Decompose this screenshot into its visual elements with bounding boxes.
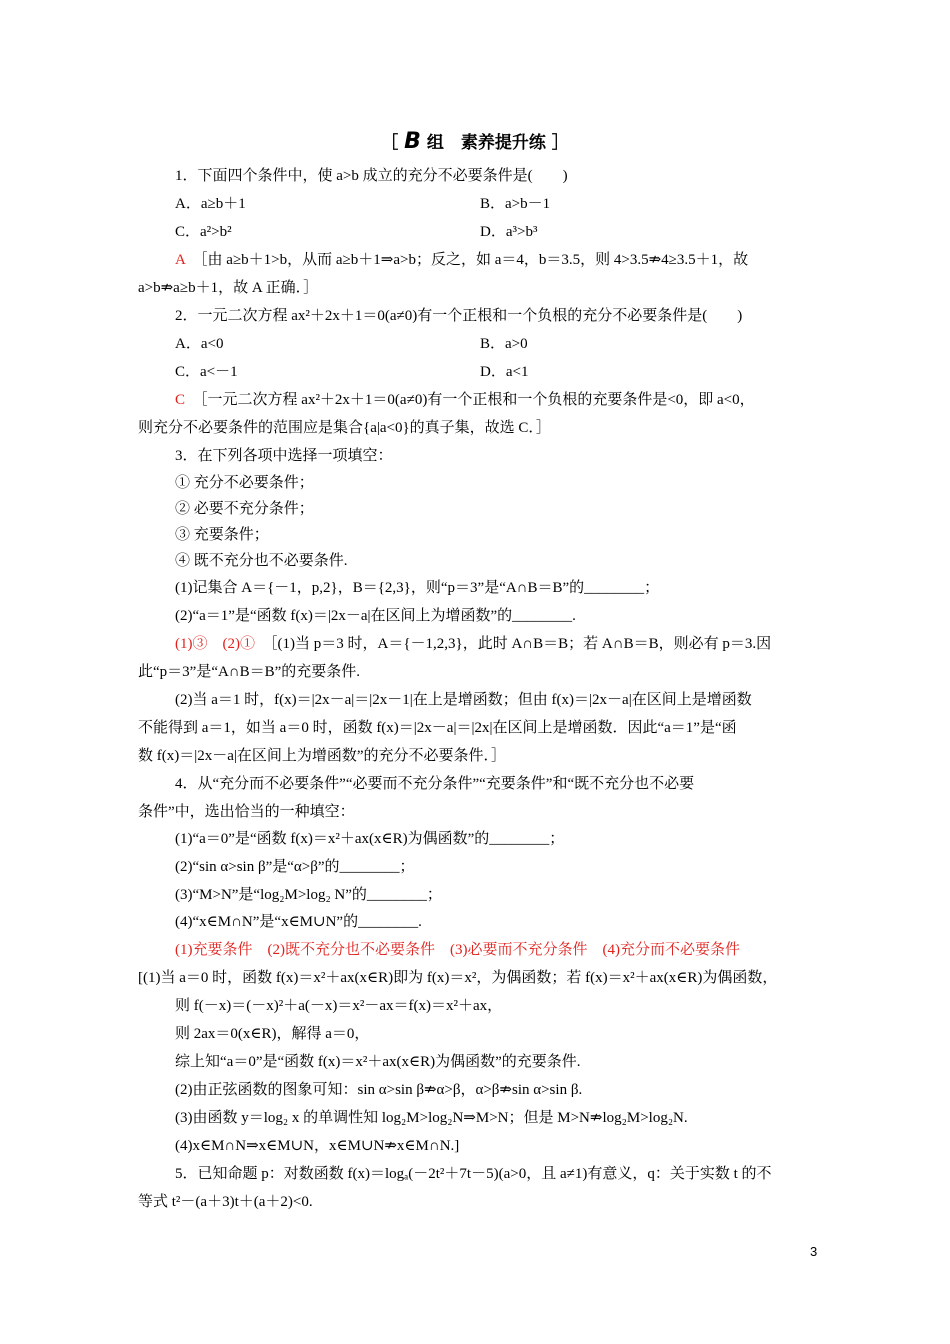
answer-label: A bbox=[175, 252, 186, 268]
text-line-q3-p2 bbox=[175, 606, 576, 626]
line-text: 不能得到 a＝1，如当 a＝0 时，函数 f(x)＝|2x－a|＝|2x|在区间上是增函数．因此“a＝1”是“函 bbox=[138, 720, 737, 736]
text-line-q3-ans-4 bbox=[138, 718, 737, 738]
text-line-q3-ans-2 bbox=[138, 662, 360, 682]
line-text: ［(1)当 p＝3 时，A＝{－1,2,3}，此时 A∩B＝B；若 A∩B＝B，则必有 p＝3.因 bbox=[270, 636, 772, 652]
text-line-q2-a bbox=[175, 334, 223, 354]
text-line-q3-ans-5 bbox=[138, 746, 506, 766]
line-text: 条件”中，选出恰当的一种填空： bbox=[138, 804, 355, 820]
text-line-q2-d bbox=[480, 362, 528, 382]
title-open-bracket: ［ bbox=[381, 133, 399, 153]
text-line-q1-d bbox=[480, 222, 537, 242]
line-text: B．a>b－1 bbox=[480, 196, 551, 212]
text-line-q3-o3 bbox=[175, 525, 269, 545]
title-text: 组 素养提升练 bbox=[426, 133, 546, 153]
line-text: 则 2ax＝0(x∈R)，解得 a＝0， bbox=[175, 1026, 370, 1042]
text-line-q5 bbox=[175, 1164, 772, 1184]
line-text: 3．在下列各项中选择一项填空： bbox=[175, 448, 393, 464]
text-line-q4-p4 bbox=[175, 912, 422, 932]
line-text: B．a>0 bbox=[480, 336, 528, 352]
text-line-q4-ans-5 bbox=[175, 1080, 582, 1100]
title-close-bracket: ］ bbox=[551, 133, 569, 153]
text-line-q1-ans-2 bbox=[138, 278, 318, 298]
line-text: (3)由函数 y＝log₂ x 的单调性知 log₂M>log₂N⇒M>N；但是 M>N⇏log₂M>log₂N. bbox=[175, 1110, 688, 1126]
line-text: C．a²>b² bbox=[175, 224, 232, 240]
line-text: A．a<0 bbox=[175, 336, 224, 352]
line-text: (3)“M>N”是“log₂M>log₂ N”的________； bbox=[175, 887, 442, 903]
text-line-q2-c bbox=[175, 362, 238, 382]
text-line-q3-o1 bbox=[175, 473, 314, 493]
line-text: A．a≥b＋1 bbox=[175, 196, 246, 212]
line-text: ② 必要不充分条件； bbox=[175, 501, 314, 517]
answer-label: (1)③ (2)① bbox=[175, 636, 255, 652]
line-text: ［一元二次方程 ax²＋2x＋1＝0(a≠0)有一个正根和一个负根的充要条件是<0，即 a<0， bbox=[200, 392, 755, 408]
text-line-q4-p3 bbox=[175, 885, 442, 905]
text-line-q4-ans-6 bbox=[175, 1108, 688, 1128]
text-line-q4-ans-4 bbox=[175, 1052, 581, 1072]
line-text: (1)“a＝0”是“函数 f(x)＝x²＋ax(x∈R)为偶函数”的________； bbox=[175, 831, 565, 847]
text-line-q3-o4 bbox=[175, 551, 348, 571]
line-text: 5．已知命题 p：对数函数 f(x)＝logₐ(－2t²＋7t－5)(a>0，且 a≠1)有意义，q：关于实数 t 的不 bbox=[175, 1166, 772, 1182]
line-text: ③ 充要条件； bbox=[175, 527, 269, 543]
text-line-q3-ans-3 bbox=[175, 690, 752, 710]
line-text: ［由 a≥b＋1>b，从而 a≥b＋1⇒a>b；反之，如 a＝4，b＝3.5，则 4>3.5⇏4≥3.5＋1，故 bbox=[200, 252, 749, 268]
text-line-q4 bbox=[175, 774, 694, 794]
line-text: (4)x∈M∩N⇒x∈M∪N，x∈M∪N⇏x∈M∩N.] bbox=[175, 1138, 460, 1154]
line-text: (1)记集合 A＝{－1，p,2}，B＝{2,3}，则“p＝3”是“A∩B＝B”的________； bbox=[175, 580, 660, 596]
line-text: (4)“x∈M∩N”是“x∈M∪N”的________. bbox=[175, 914, 422, 930]
line-text: (2)“sin α>sin β”是“α>β”的________； bbox=[175, 859, 415, 875]
line-text: 则 f(－x)＝(－x)²＋a(－x)＝x²－ax＝f(x)＝x²＋ax， bbox=[175, 998, 503, 1014]
line-text: 4．从“充分而不必要条件”“必要而不充分条件”“充要条件”和“既不充分也不必要 bbox=[175, 776, 695, 792]
line-text: (2)当 a＝1 时，f(x)＝|2x－a|＝|2x－1|在上是增函数；但由 f(x)＝|2x－a|在区间上是增函数 bbox=[175, 692, 752, 708]
text-line-q4-ans-red bbox=[175, 940, 740, 960]
line-text: D．a<1 bbox=[480, 364, 529, 380]
text-line-q5-2 bbox=[138, 1192, 313, 1212]
section-title bbox=[0, 128, 950, 154]
line-text: C．a<－1 bbox=[175, 364, 238, 380]
text-line-q4-ans-2 bbox=[175, 996, 502, 1016]
group-b-badge: B bbox=[404, 129, 421, 154]
text-line-q4-2 bbox=[138, 802, 355, 822]
text-line-q4-ans-7 bbox=[175, 1136, 459, 1156]
line-text: ④ 既不充分也不必要条件. bbox=[175, 553, 348, 569]
line-text: 综上知“a＝0”是“函数 f(x)＝x²＋ax(x∈R)为偶函数”的充要条件. bbox=[175, 1054, 581, 1070]
text-line-q4-ans-1 bbox=[138, 968, 777, 988]
answer-label: C bbox=[175, 392, 186, 408]
line-text: (2)“a＝1”是“函数 f(x)＝|2x－a|在区间上为增函数”的________. bbox=[175, 608, 576, 624]
text-line-q4-p1 bbox=[175, 829, 564, 849]
text-line-q1-ans-1 bbox=[175, 250, 748, 270]
line-text: a>b⇏a≥b＋1，故 A 正确．］ bbox=[138, 280, 319, 296]
line-text: 等式 t²－(a＋3)t＋(a＋2)<0. bbox=[138, 1194, 313, 1210]
text-line-q3-o2 bbox=[175, 499, 314, 519]
text-line-q2-b bbox=[480, 334, 528, 354]
line-text: ① 充分不必要条件； bbox=[175, 475, 314, 491]
text-line-q2 bbox=[175, 306, 742, 326]
text-line-q3 bbox=[175, 446, 393, 466]
text-line-q4-ans-3 bbox=[175, 1024, 369, 1044]
line-text: [(1)当 a＝0 时，函数 f(x)＝x²＋ax(x∈R)即为 f(x)＝x²，为偶函数；若 f(x)＝x²＋ax(x∈R)为偶函数， bbox=[138, 970, 778, 986]
text-line-q1-a bbox=[175, 194, 246, 214]
page-number: 3 bbox=[810, 1244, 818, 1259]
answer-label: (1)充要条件 (2)既不充分也不必要条件 (3)必要而不充分条件 (4)充分而不必要条件 bbox=[175, 942, 740, 958]
line-text: 此“p＝3”是“A∩B＝B”的充要条件. bbox=[138, 664, 361, 680]
line-text: 2．一元二次方程 ax²＋2x＋1＝0(a≠0)有一个正根和一个负根的充分不必要条件是( ) bbox=[175, 308, 743, 324]
line-text: 数 f(x)＝|2x－a|在区间上为增函数”的充分不必要条件．］ bbox=[138, 748, 507, 764]
text-line-q3-p1 bbox=[175, 578, 659, 598]
text-line-q1-c bbox=[175, 222, 232, 242]
text-line-q2-ans-2 bbox=[138, 418, 551, 438]
text-line-q1 bbox=[175, 166, 568, 186]
line-text: D．a³>b³ bbox=[480, 224, 538, 240]
text-line-q3-ans-1 bbox=[175, 634, 771, 654]
line-text: (2)由正弦函数的图象可知：sin α>sin β⇏α>β，α>β⇏sin α>sin β. bbox=[175, 1082, 583, 1098]
line-text: 1．下面四个条件中，使 a>b 成立的充分不必要条件是( ) bbox=[175, 168, 568, 184]
text-line-q4-p2 bbox=[175, 857, 415, 877]
line-text: 则充分不必要条件的范围应是集合{a|a<0}的真子集，故选 C．］ bbox=[138, 420, 551, 436]
text-line-q1-b bbox=[480, 194, 550, 214]
text-line-q2-ans-1 bbox=[175, 390, 755, 410]
